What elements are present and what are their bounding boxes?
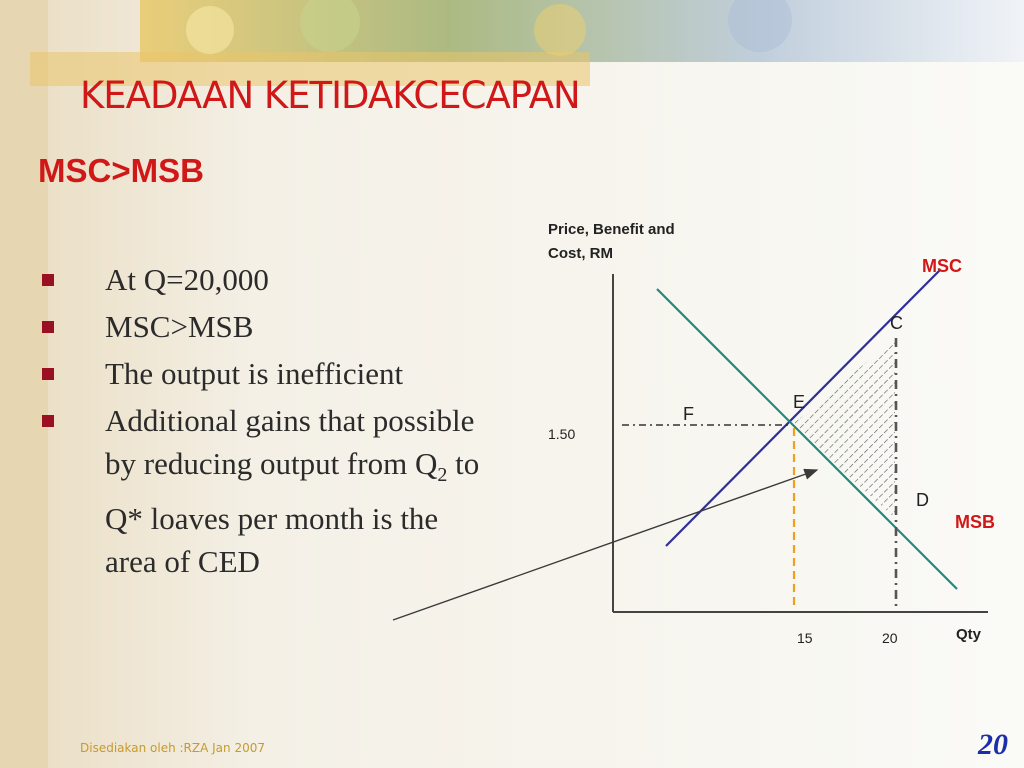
bullet-text: At Q=20,000 <box>105 262 269 297</box>
msc-label: MSC <box>922 256 962 276</box>
deadweight-loss-area <box>792 338 895 518</box>
x-tick-label-20: 20 <box>882 630 898 646</box>
callout-arrow <box>393 470 817 620</box>
y-axis-label-line1: Price, Benefit and <box>548 221 675 238</box>
bullet-text-part: to Q* loaves per month is the area of CED <box>105 446 480 580</box>
point-c-label: C <box>890 313 903 333</box>
bullet-text-part: Additional gains that possible by reducing output from Q <box>105 403 475 481</box>
q2-subscript: 2 <box>437 464 448 487</box>
slide-title: KEADAAN KETIDAKCECAPAN <box>80 74 580 117</box>
bullet-text: MSC>MSB <box>105 309 254 344</box>
page-number: 20 <box>978 728 1008 761</box>
footer-text: Disediakan oleh :RZA Jan 2007 <box>80 741 265 755</box>
point-f-label: F <box>683 404 694 424</box>
y-axis-label-line2: Cost, RM <box>548 245 613 262</box>
x-tick-label-15: 15 <box>797 630 813 646</box>
bullet-text: The output is inefficient <box>105 356 404 391</box>
slide-subtitle: MSC>MSB <box>38 152 204 189</box>
x-axis-label: Qty <box>956 626 982 643</box>
point-e-label: E <box>793 392 806 412</box>
msb-label: MSB <box>955 512 995 532</box>
msb-curve <box>657 289 957 589</box>
point-d-label: D <box>916 490 929 510</box>
price-tick-label: 1.50 <box>548 426 576 442</box>
